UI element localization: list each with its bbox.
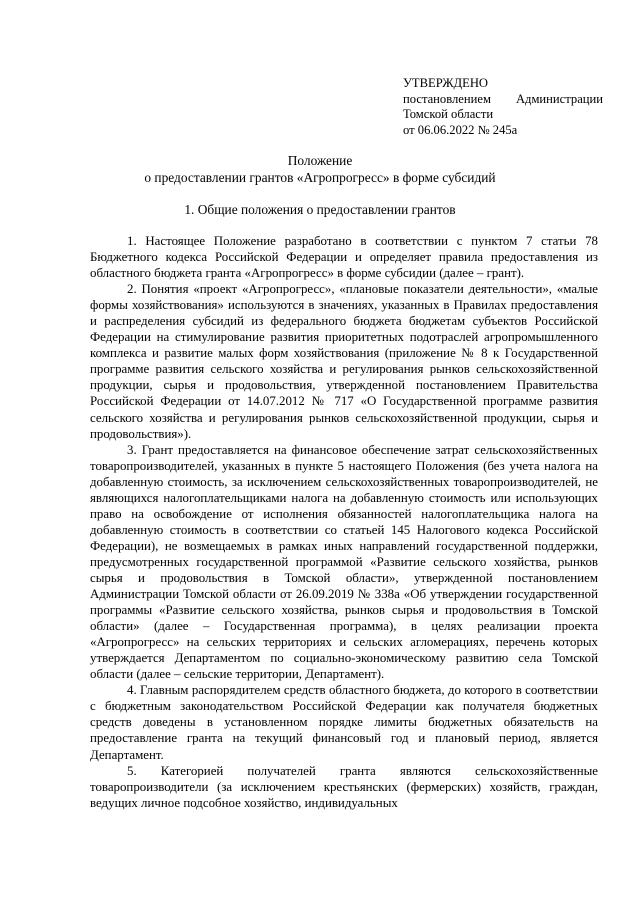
approval-stamp [403, 76, 603, 138]
approval-region: Томской области [403, 107, 494, 121]
paragraph-2: 2. Понятия «проект «Агропрогресс», «плановые показатели деятельности», «малые формы хозяйствования» используются в значениях, указанных в Правилах предоставления и распределения субсидий из федерального бюджета бюджетам субъектов Российской Федерации на стимулирование развития приоритетных подотраслей агропромышленного комплекса и развитие малых форм хозяйствования (приложение № 8 к Государственной программе развития сельского хозяйства и регулирования рынков сельскохозяйственной продукции, сырья и продовольствия, утвержденной постановлением Правительства Российской Федерации от 14.07.2012 № 717 «О Государственной программе развития сельского хозяйства и регулирования рынков сельскохозяйственной продукции, сырья и продовольствия»). [90, 282, 598, 441]
document-title: Положение [287, 153, 353, 168]
document-title-block [0, 152, 640, 186]
document-body [90, 233, 598, 811]
document-subtitle: о предоставлении грантов «Агропрогресс» в форме субсидий [144, 170, 496, 185]
approval-status: УТВЕРЖДЕНО [403, 76, 489, 90]
paragraph-3: 3. Грант предоставляется на финансовое обеспечение затрат сельскохозяйственных товаропроизводителей, указанных в пункте 5 настоящего Положения (без учета налога на добавленную стоимость, за исключением сельскохозяйственных товаропроизводителей, не являющихся налогоплательщиками налога на добавленную стоимость или использующих право на освобождение от исполнения обязанностей налогоплательщика налога на добавленную стоимость в соответствии со статьей 145 Налогового кодекса Российской Федерации), не возмещаемых в рамках иных направлений государственной поддержки, предусмотренных государственной программой «Развитие сельского хозяйства, рынков сырья и продовольствия в Томской области», утвержденной постановлением Администрации Томской области от 26.09.2019 № 338а «Об утверждении государственной программы «Развитие сельского хозяйства, рынков сырья и продовольствия в Томской области» (далее – Государственная программа), в целях реализации проекта «Агропрогресс» на сельских территориях и сельских агломерациях, перечень которых утверждается Департаментом по социально-экономическому развитию села Томской области (далее – сельские территории, Департамент). [90, 442, 598, 682]
approval-by: постановлением Администрации [403, 91, 603, 106]
section-heading: 1. Общие положения о предоставлении грантов [184, 202, 456, 217]
approval-decree: от 06.06.2022 № 245а [403, 122, 518, 137]
paragraph-5: 5. Категорией получателей гранта являются сельскохозяйственные товаропроизводители (за исключением крестьянских (фермерских) хозяйств, граждан, ведущих личное подсобное хозяйство, индивидуальных [90, 763, 598, 810]
paragraph-1: 1. Настоящее Положение разработано в соответствии с пунктом 7 статьи 78 Бюджетного кодекса Российской Федерации и определяет правила предоставления из областного бюджета гранта «Агропрогресс» в форме субсидии (далее – грант). [90, 234, 598, 281]
paragraph-4: 4. Главным распорядителем средств областного бюджета, до которого в соответствии с бюджетным законодательством Российской Федерации как получателя бюджетных средств доведены в установленном порядке лимиты бюджетных обязательств на предоставление гранта на текущий финансовый год и плановый период, является Департамент. [90, 683, 598, 762]
